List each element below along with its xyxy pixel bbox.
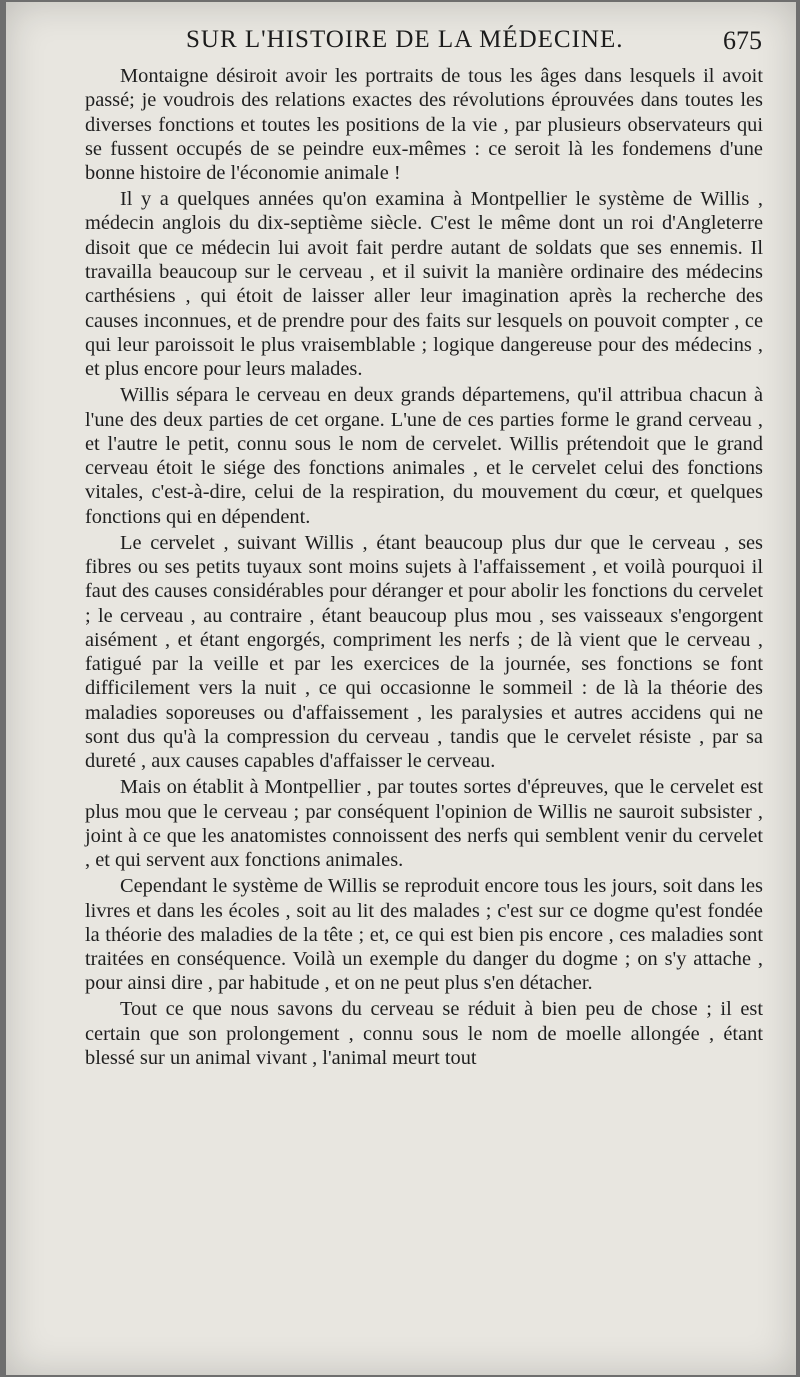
page-number: 675 (723, 26, 762, 55)
paragraph: Montaigne désiroit avoir les portraits de tous les âges dans lesquels il avoit passé; je voudrois des relations exactes des révolutions éprouvées dans toutes les diverses fonctions et toutes les positions de la vie , par plusieurs observateurs qui se fussent occupés de se peindre eux-mêmes : ce seroit là les fondemens d'une bonne histoire de l'économie animale ! (85, 65, 763, 185)
page-header (6, 26, 796, 60)
body-text (85, 64, 763, 1072)
paragraph: Mais on établit à Montpellier , par toutes sortes d'épreuves, que le cervelet est plus mou que le cerveau ; par conséquent l'opinion de Willis ne sauroit subsister , joint à ce que les anatomistes connoissent des nerfs qui semblent venir du cervelet , et qui servent aux fonctions animales. (85, 776, 763, 872)
book-page (6, 2, 796, 1375)
paragraph: Cependant le système de Willis se reproduit encore tous les jours, soit dans les livres et dans les écoles , soit au lit des malades ; c'est sur ce dogme qu'est fondée la théorie des maladies de la tête ; et, ce qui est bien pis encore , ces maladies sont traitées en conséquence. Voilà un exemple du danger du dogme ; on s'y attache , pour ainsi dire , par habitude , et on ne peut plus s'en détacher. (85, 875, 763, 995)
paragraph: Il y a quelques années qu'on examina à Montpellier le système de Willis , médecin anglois du dix-septième siècle. C'est le même dont un roi d'Angleterre disoit que ce médecin lui avoit fait perdre autant de soldats que ses ennemis. Il travailla beaucoup sur le cerveau , et il suivit la manière ordinaire des médecins carthésiens , qui étoit de laisser aller leur imagination après la recherche des causes inconnues, et de prendre pour des faits sur lesquels on pouvoit compter , ce qui leur paroissoit le plus vraisemblable ; logique dangereuse pour des médecins , et plus encore pour leurs malades. (85, 188, 763, 381)
running-title: SUR L'HISTOIRE DE LA MÉDECINE. (186, 26, 624, 53)
paragraph: Tout ce que nous savons du cerveau se réduit à bien peu de chose ; il est certain que son prolongement , connu sous le nom de moelle allongée , étant blessé sur un animal vivant , l'animal meurt tout (85, 998, 763, 1069)
paragraph: Le cervelet , suivant Willis , étant beaucoup plus dur que le cerveau , ses fibres ou ses petits tuyaux sont moins sujets à l'affaissement , et voilà pourquoi il faut des causes considérables pour déranger et pour abolir les fonctions du cervelet ; le cerveau , au contraire , étant beaucoup plus mou , ses vaisseaux s'engorgent aisément , et étant engorgés, compriment les nerfs ; de là vient que le cerveau , fatigué par la veille et par les exercices de la journée, ses fonctions se font difficilement vers la nuit , ce qui occasionne le sommeil : de là la théorie des maladies soporeuses ou d'affaissement , les paralysies et autres accidens qui ne sont dus qu'à la compression du cerveau , tandis que le cervelet résiste , par sa dureté , aux causes capables d'affaisser le cerveau. (85, 531, 763, 773)
paragraph: Willis sépara le cerveau en deux grands départemens, qu'il attribua chacun à l'une des deux parties de cet organe. L'une de ces parties forme le grand cerveau , et l'autre le petit, connu sous le nom de cervelet. Willis prétendoit que le grand cerveau étoit le siége des fonctions animales , et le cervelet celui des fonctions vitales, c'est-à-dire, celui de la respiration, du mouvement du cœur, et quelques fonctions qui en dépendent. (85, 384, 763, 528)
